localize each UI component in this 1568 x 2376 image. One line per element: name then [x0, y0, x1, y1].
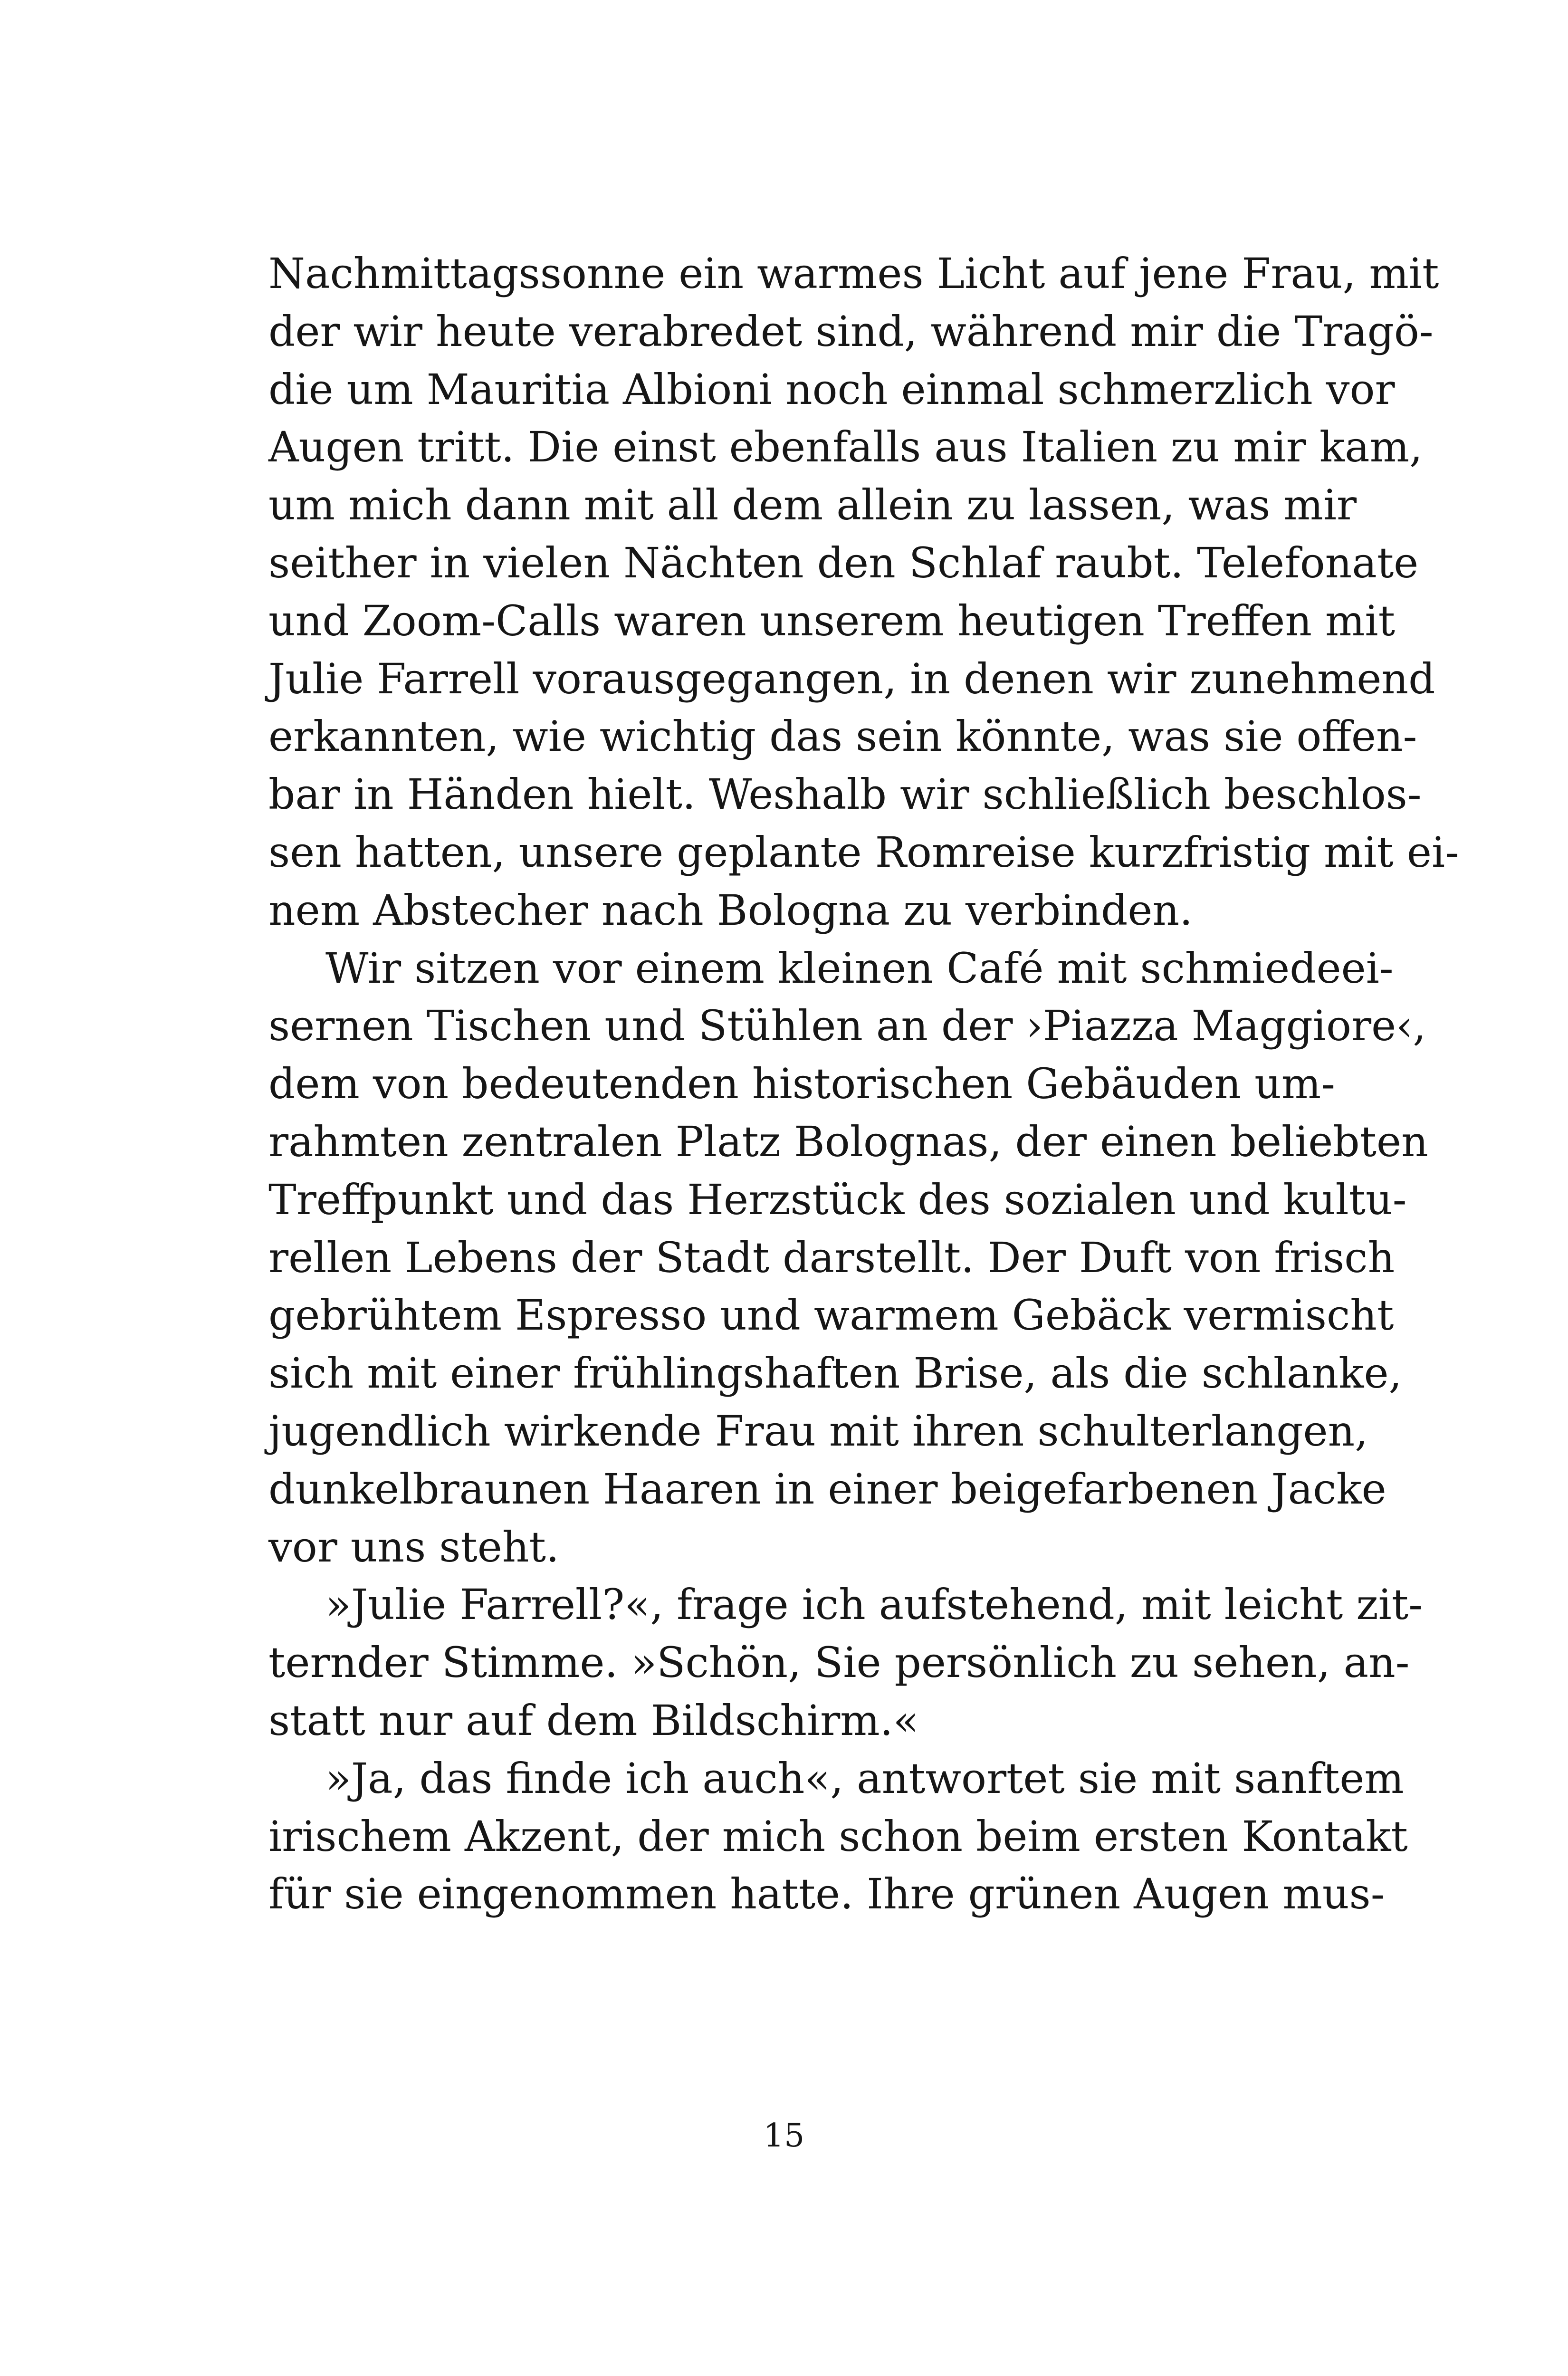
text-line: sen hatten, unsere geplante Romreise kurzfristig mit ei- — [268, 827, 1459, 877]
text-line: jugendlich wirkende Frau mit ihren schulterlangen, — [268, 1406, 1368, 1456]
text-line: nem Abstecher nach Bologna zu verbinden. — [268, 885, 1193, 935]
page-number: 15 — [763, 2117, 805, 2155]
text-line: »Ja, das finde ich auch«, antwortet sie mit sanftem — [325, 1753, 1404, 1803]
text-line: die um Mauritia Albioni noch einmal schmerzlich vor — [268, 364, 1395, 414]
text-line: Augen tritt. Die einst ebenfalls aus Italien zu mir kam, — [268, 422, 1423, 472]
text-line: rahmten zentralen Platz Bolognas, der einen beliebten — [268, 1117, 1428, 1166]
text-line: irischem Akzent, der mich schon beim ersten Kontakt — [268, 1811, 1408, 1861]
text-line: und Zoom-Calls waren unserem heutigen Treffen mit — [268, 596, 1395, 645]
text-line: Treffpunkt und das Herzstück des sozialen und kultu- — [268, 1175, 1407, 1224]
text-line: Nachmittagssonne ein warmes Licht auf jene Frau, mit — [268, 249, 1439, 298]
text-line: Julie Farrell vorausgegangen, in denen wir zunehmend — [268, 654, 1435, 703]
text-line: erkannten, wie wichtig das sein könnte, was sie offen- — [268, 712, 1417, 761]
text-line: ternder Stimme. »Schön, Sie persönlich zu sehen, an- — [268, 1638, 1410, 1687]
text-line: vor uns steht. — [268, 1522, 559, 1571]
text-line: um mich dann mit all dem allein zu lassen, was mir — [268, 480, 1357, 530]
text-line: der wir heute verabredet sind, während mir die Tragö- — [268, 307, 1434, 356]
text-line: Wir sitzen vor einem kleinen Café mit schmiedeei- — [325, 943, 1394, 993]
text-line: bar in Händen hielt. Weshalb wir schließlich beschlos- — [268, 770, 1422, 819]
text-line: dem von bedeutenden historischen Gebäuden um- — [268, 1059, 1335, 1109]
text-line: für sie eingenommen hatte. Ihre grünen Augen mus- — [268, 1869, 1385, 1919]
body-text — [268, 245, 1459, 1923]
text-line: gebrühtem Espresso und warmem Gebäck vermischt — [268, 1291, 1394, 1340]
text-line: rellen Lebens der Stadt darstellt. Der Duft von frisch — [268, 1233, 1395, 1282]
text-line: sernen Tischen und Stühlen an der ›Piazza Maggiore‹, — [268, 1001, 1426, 1051]
text-line: sich mit einer frühlingshaften Brise, als die schlanke, — [268, 1349, 1402, 1398]
text-line: dunkelbraunen Haaren in einer beigefarbenen Jacke — [268, 1464, 1386, 1514]
text-line: statt nur auf dem Bildschirm.« — [268, 1696, 919, 1745]
text-line: seither in vielen Nächten den Schlaf raubt. Telefonate — [268, 538, 1419, 587]
text-line: »Julie Farrell?«, frage ich aufstehend, mit leicht zit- — [325, 1580, 1423, 1629]
